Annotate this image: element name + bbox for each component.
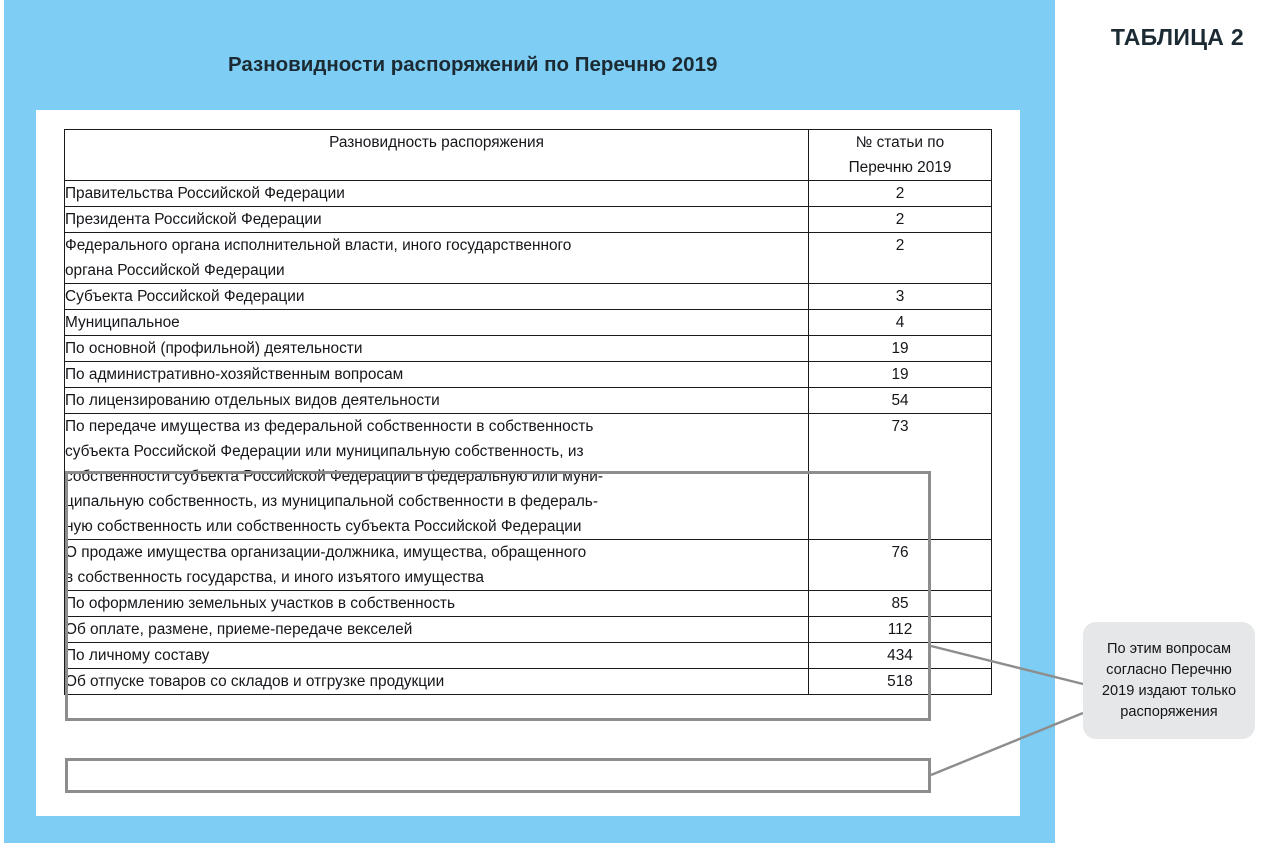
callout-text-line: распоряжения: [1120, 703, 1218, 720]
cell-article-number: 112: [809, 617, 992, 643]
page-title: Разновидности распоряжений по Перечню 2019: [228, 53, 718, 76]
cell-description-line: Субъекта Российской Федерации: [65, 288, 305, 305]
callout-text-line: согласно Перечню: [1106, 661, 1232, 678]
cell-description-line: По личному составу: [65, 647, 210, 664]
cell-description-line: субъекта Российской Федерации или муниципальную собственность, из: [65, 443, 584, 460]
cell-description: [65, 388, 809, 414]
cell-description: [65, 643, 809, 669]
table-row: [65, 591, 992, 617]
cell-description-line: По оформлению земельных участков в собственность: [65, 595, 455, 612]
table-row: [65, 284, 992, 310]
table-row: [65, 388, 992, 414]
cell-article-number: 19: [809, 336, 992, 362]
table-body: [65, 181, 992, 695]
cell-article-number: 2: [809, 181, 992, 207]
cell-description: [65, 207, 809, 233]
column-header-article-line-1: № статьи по: [855, 134, 945, 151]
cell-description-line: О продаже имущества организации-должника, имущества, обращенного: [65, 544, 587, 561]
table-number-label: ТАБЛИЦА 2: [1110, 24, 1244, 50]
cell-description-line: органа Российской Федерации: [65, 262, 285, 279]
cell-description: [65, 284, 809, 310]
cell-description: [65, 669, 809, 695]
cell-article-number: 73: [809, 414, 992, 540]
cell-description-line: По передаче имущества из федеральной собственности в собственность: [65, 418, 594, 435]
cell-description-line: Президента Российской Федерации: [65, 211, 322, 228]
cell-description-line: Правительства Российской Федерации: [65, 185, 345, 202]
cell-description-line: Об отпуске товаров со складов и отгрузке продукции: [65, 673, 445, 690]
cell-article-number: 434: [809, 643, 992, 669]
cell-description-line: ную собственность или собственность субъекта Российской Федерации: [65, 518, 582, 535]
table-row: [65, 207, 992, 233]
table-row: [65, 540, 992, 591]
cell-article-number: 19: [809, 362, 992, 388]
table-header: [65, 130, 992, 181]
ordinance-types-table: [64, 129, 992, 695]
cell-article-number: 2: [809, 207, 992, 233]
cell-article-number: 85: [809, 591, 992, 617]
cell-description: [65, 310, 809, 336]
column-header-description-line: Разновидность распоряжения: [329, 134, 544, 151]
table-row: [65, 181, 992, 207]
callout-box: [1083, 622, 1255, 739]
cell-article-number: 3: [809, 284, 992, 310]
table-row: [65, 669, 992, 695]
table-row: [65, 414, 992, 540]
cell-article-number: 2: [809, 233, 992, 284]
cell-description-line: По основной (профильной) деятельности: [65, 340, 363, 357]
cell-description: [65, 362, 809, 388]
cell-article-number: 76: [809, 540, 992, 591]
cell-description-line: Федерального органа исполнительной власти, иного государственного: [65, 237, 572, 254]
cell-article-number: 4: [809, 310, 992, 336]
table-row: [65, 617, 992, 643]
cell-description-line: Муниципальное: [65, 314, 180, 331]
column-header-article-line-2: Перечню 2019: [848, 159, 952, 176]
cell-description-line: в собственность государства, и иного изъятого имущества: [65, 569, 484, 586]
cell-description-line: Об оплате, размене, приеме-передаче векселей: [65, 621, 413, 638]
callout-text: [1094, 639, 1244, 723]
cell-description: [65, 181, 809, 207]
column-header-description: [65, 130, 809, 181]
cell-description-line: По административно-хозяйственным вопросам: [65, 366, 404, 383]
cell-description-line: По лицензированию отдельных видов деятельности: [65, 392, 440, 409]
cell-description: [65, 540, 809, 591]
cell-article-number: 54: [809, 388, 992, 414]
cell-description: [65, 591, 809, 617]
table-header-row: [65, 130, 992, 181]
column-header-article: [809, 130, 992, 181]
cell-article-number: 518: [809, 669, 992, 695]
callout-text-line: По этим вопросам: [1106, 640, 1231, 657]
table-row: [65, 336, 992, 362]
callout-text-line: 2019 издают только: [1101, 682, 1237, 699]
table-row: [65, 362, 992, 388]
table-row: [65, 310, 992, 336]
cell-description: [65, 336, 809, 362]
cell-description: [65, 414, 809, 540]
cell-description: [65, 233, 809, 284]
cell-description-line: собственности субъекта Российской Федерации в федеральную или муни-: [65, 468, 603, 485]
cell-description-line: ципальную собственность, из муниципальной собственности в федераль-: [65, 493, 598, 510]
cell-description: [65, 617, 809, 643]
table-row: [65, 233, 992, 284]
table-row: [65, 643, 992, 669]
